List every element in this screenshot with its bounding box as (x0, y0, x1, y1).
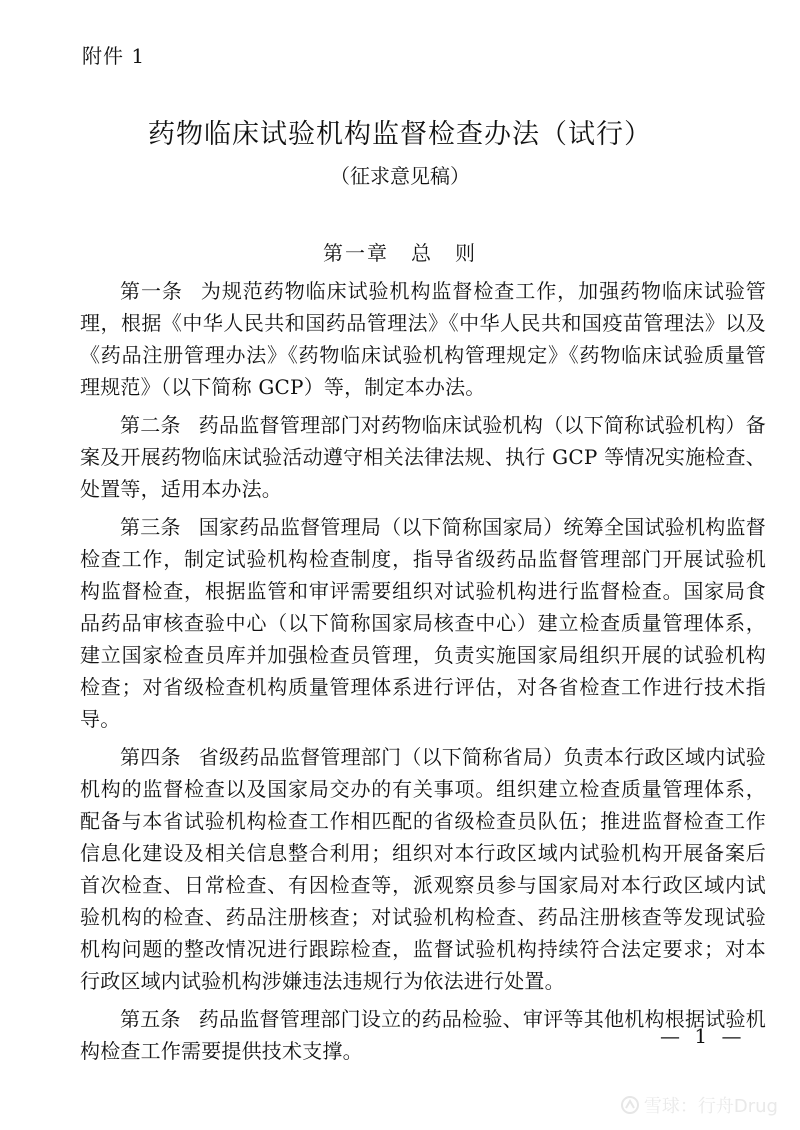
chapter-heading: 第一章 总 则 (323, 241, 477, 265)
article-text: 省级药品监督管理部门（以下简称省局）负责本行政区域内试验机构的监督检查以及国家局交办的有关事项。组织建立检查质量管理体系，配备与本省试验机构检查工作相匹配的省级检查员队伍；推进监督检查工作信息化建设及相关信息整合利用；组织对本行政区域内试验机构开展备案后首次检查、日常检查、有因检查等，派观察员参与国家局对本行政区域内试验机构的检查、药品注册核查；对试验机构检查、药品注册核查等发现试验机构问题的整改情况进行跟踪检查，监督试验机构持续符合法定要求；对本行政区域内试验机构涉嫌违法违规行为依法进行处置。 (80, 745, 766, 993)
article-3 (80, 511, 766, 735)
article-number: 第三条 (120, 515, 181, 539)
article-2 (80, 409, 766, 505)
watermark (620, 1092, 778, 1118)
article-text: 药品监督管理部门设立的药品检验、审评等其他机构根据试验机构检查工作需要提供技术支撑。 (80, 1007, 766, 1063)
page-number: — 1 — (660, 1024, 746, 1048)
article-number: 第二条 (120, 413, 181, 437)
watermark-text: 雪球：行舟Drug (643, 1096, 778, 1117)
document-subtitle: （征求意见稿） (330, 164, 470, 188)
document-title: 药物临床试验机构监督检查办法（试行） (148, 119, 652, 150)
snowball-logo-icon (620, 1095, 640, 1115)
document-body (80, 275, 766, 1073)
article-1 (80, 275, 766, 403)
article-number: 第四条 (120, 745, 181, 769)
article-number: 第五条 (120, 1007, 181, 1031)
article-text: 国家药品监督管理局（以下简称国家局）统筹全国试验机构监督检查工作，制定试验机构检查制度，指导省级药品监督管理部门开展试验机构监督检查，根据监管和审评需要组织对试验机构进行监督检查。国家局食品药品审核查验中心（以下简称国家局核查中心）建立检查质量管理体系，建立国家检查员库并加强检查员管理，负责实施国家局组织开展的试验机构检查；对省级检查机构质量管理体系进行评估，对各省检查工作进行技术指导。 (80, 515, 766, 731)
article-4 (80, 741, 766, 997)
article-text: 为规范药物临床试验机构监督检查工作，加强药物临床试验管理，根据《中华人民共和国药品管理法》《中华人民共和国疫苗管理法》以及《药品注册管理办法》《药物临床试验机构管理规定》《药物临床试验质量管理规范》（以下简称 GCP）等，制定本办法。 (80, 279, 766, 399)
attachment-label: 附件 1 (82, 44, 146, 68)
article-number: 第一条 (120, 279, 183, 303)
article-text: 药品监督管理部门对药物临床试验机构（以下简称试验机构）备案及开展药物临床试验活动遵守相关法律法规、执行 GCP 等情况实施检查、处置等，适用本办法。 (80, 413, 766, 501)
